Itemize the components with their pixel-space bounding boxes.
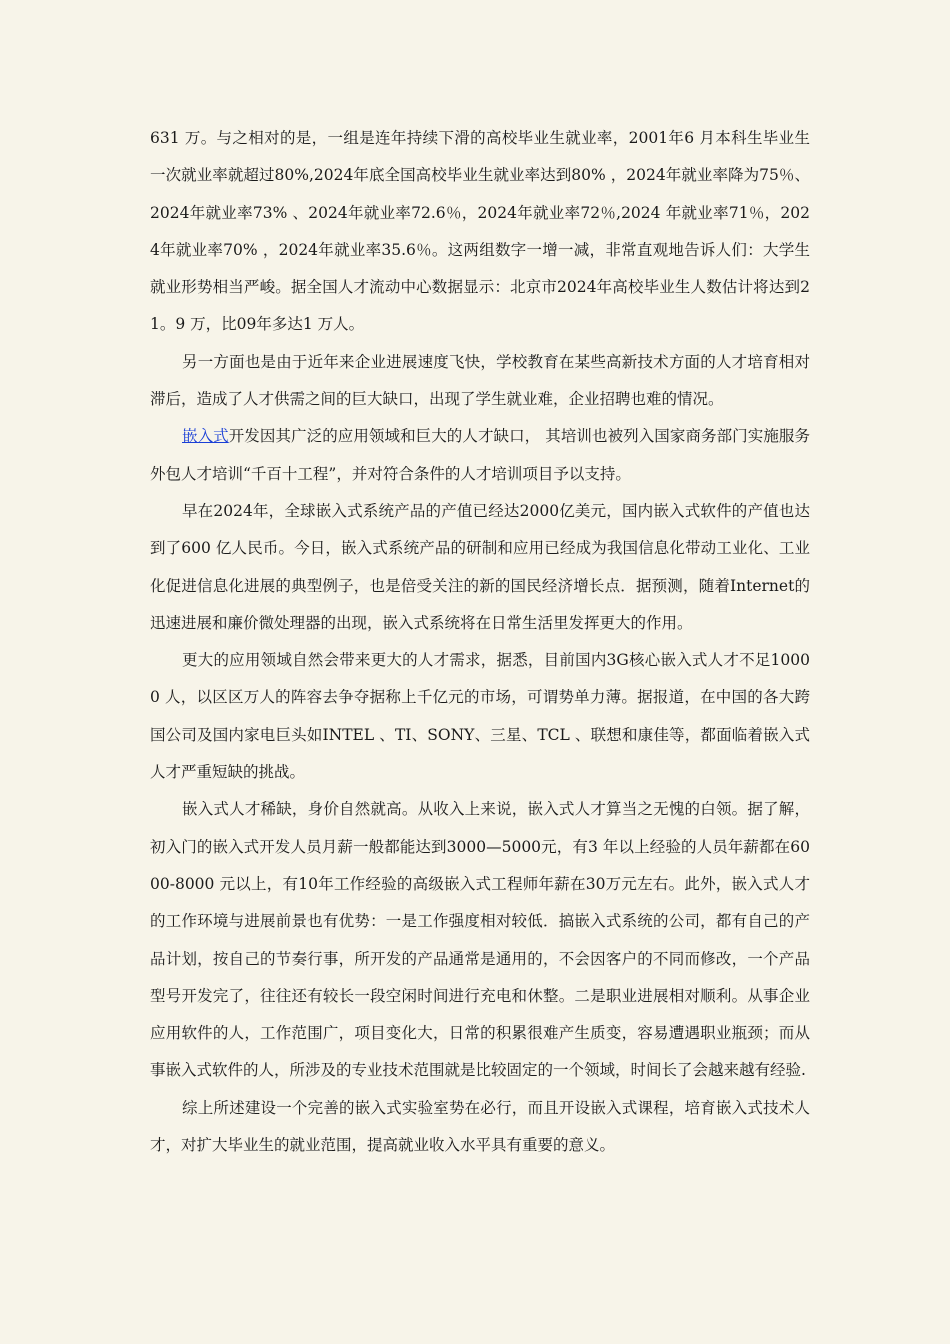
paragraph-5: 更大的应用领域自然会带来更大的人才需求，据悉，目前国内3G核心嵌入式人才不足10000 人，以区区万人的阵容去争夺据称上千亿元的市场，可谓势单力薄。据报道，在中国的各大跨国公司及国内家电巨头如INTEL 、TI、SONY、三星、TCL 、联想和康佳等，都面临着嵌入式人才严重短缺的挑战。 <box>150 651 810 782</box>
document-body <box>150 120 810 1164</box>
paragraph-3-text: 开发因其广泛的应用领域和巨大的人才缺口， 其培训也被列入国家商务部门实施服务外包人才培训“千百十工程”，并对符合条件的人才培训项目予以支持。 <box>150 427 810 483</box>
paragraph-4: 早在2024年，全球嵌入式系统产品的产值已经达2000亿美元，国内嵌入式软件的产值也达到了600 亿人民币。今日，嵌入式系统产品的研制和应用已经成为我国信息化带动工业化、工业化促进信息化进展的典型例子，也是倍受关注的新的国民经济增长点．据预测，随着Internet的迅速进展和廉价微处理器的出现，嵌入式系统将在日常生活里发挥更大的作用。 <box>150 501 810 632</box>
paragraph-1: 631 万。与之相对的是，一组是连年持续下滑的高校毕业生就业率，2001年6 月本科生毕业生一次就业率就超过80%,2024年底全国高校毕业生就业率达到80% ，2024年就业率降为75％、2024年就业率73% 、2024年就业率72.6％，2024年就业率72％,2024 年就业率71％，2024年就业率70% ，2024年就业率35.6％。这两组数字一增一减，非常直观地告诉人们：大学生就业形势相当严峻。据全国人才流动中心数据显示：北京市2024年高校毕业生人数估计将达到21。9 万，比09年多达1 万人。 <box>150 129 810 334</box>
paragraph-3 <box>150 418 810 493</box>
paragraph-2: 另一方面也是由于近年来企业进展速度飞快，学校教育在某些高新技术方面的人才培育相对滞后，造成了人才供需之间的巨大缺口，出现了学生就业难，企业招聘也难的情况。 <box>150 352 810 409</box>
embedded-link[interactable]: 嵌入式 <box>182 427 229 446</box>
paragraph-6: 嵌入式人才稀缺，身价自然就高。从收入上来说，嵌入式人才算当之无愧的白领。据了解，初入门的嵌入式开发人员月薪一般都能达到3000—5000元，有3 年以上经验的人员年薪都在6000-8000 元以上，有10年工作经验的高级嵌入式工程师年薪在30万元左右。此外，嵌入式人才的工作环境与进展前景也有优势：一是工作强度相对较低．搞嵌入式系统的公司，都有自己的产品计划，按自己的节奏行事，所开发的产品通常是通用的，不会因客户的不同而修改，一个产品型号开发完了，往往还有较长一段空闲时间进行充电和休整。二是职业进展相对顺利。从事企业应用软件的人，工作范围广，项目变化大，日常的积累很难产生质变，容易遭遇职业瓶颈；而从事嵌入式软件的人，所涉及的专业技术范围就是比较固定的一个领域，时间长了会越来越有经验. <box>150 800 810 1080</box>
paragraph-7: 综上所述建设一个完善的嵌入式实验室势在必行，而且开设嵌入式课程，培育嵌入式技术人才，对扩大毕业生的就业范围，提高就业收入水平具有重要的意义。 <box>150 1098 810 1155</box>
